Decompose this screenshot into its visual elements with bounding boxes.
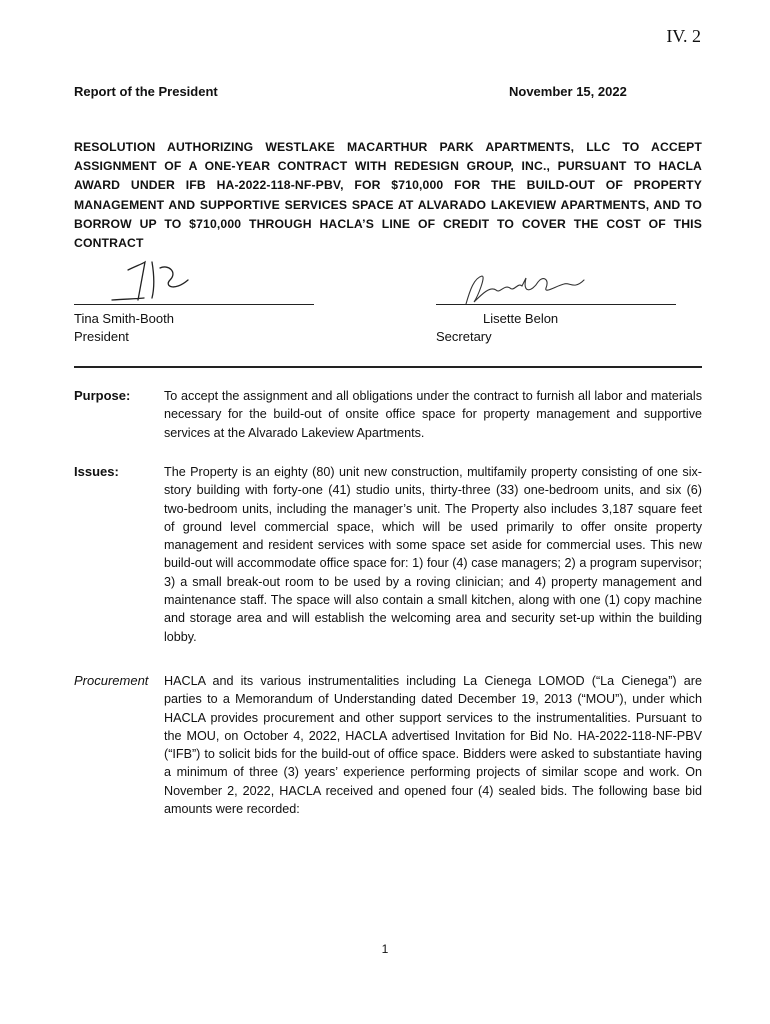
president-signature bbox=[108, 258, 198, 306]
page-identifier: IV. 2 bbox=[666, 26, 701, 46]
page-number: 1 bbox=[381, 942, 389, 956]
secretary-name: Lisette Belon bbox=[483, 311, 559, 326]
president-name: Tina Smith-Booth bbox=[74, 311, 174, 326]
issues-label: Issues: bbox=[74, 464, 119, 479]
section-divider bbox=[74, 366, 702, 368]
secretary-signature-line bbox=[436, 304, 676, 305]
procurement-label: Procurement bbox=[74, 673, 149, 688]
resolution-title: RESOLUTION AUTHORIZING WESTLAKE MACARTHUR PARK APARTMENTS, LLC TO ACCEPT ASSIGNMENT OF A ONE-YEAR CONTRACT WITH REDESIGN GROUP, INC., PURSUANT TO HACLA AWARD UNDER IFB HA-2022-118-NF-PBV, FOR $710,000 FOR THE BUILD-OUT OF PROPERTY MANAGEMENT AND SUPPORTIVE SERVICES SPACE AT ALVARADO LAKEVIEW APARTMENTS, AND TO BORROW UP TO $710,000 THROUGH HACLA’S LINE OF CREDIT TO COVER THE COST OF THIS CONTRACT bbox=[74, 140, 702, 251]
issues-text: The Property is an eighty (80) unit new construction, multifamily property consisting of one six-story building with forty-one (41) studio units, thirty-three (33) one-bedroom units, and six (6) two-bedroom units, including the manager’s unit. The Property also includes 3,187 square feet of ground level commercial space, which will be used primarily to offer onsite property management and resident services with some space set aside for commercial uses. This new build-out will accommodate office space for: 1) four (4) case managers; 2) a program supervisor; 3) a small break-out room to be used by a roving clinician; and 4) property management and maintenance staff. The space will also contain a small kitchen, along with one (1) copy machine and storage area and will establish the welcoming area and security set-up within the building lobby. bbox=[164, 465, 702, 644]
procurement-text: HACLA and its various instrumentalities including La Cienega LOMOD (“La Cienega”) are parties to a Memorandum of Understanding dated December 19, 2013 (“MOU”), under which HACLA provides procurement and other support services to the instrumentalities. Pursuant to the MOU, on October 4, 2022, HACLA advertised Invitation for Bid No. HA-2022-118-NF-PBV (“IFB”) to solicit bids for the build-out of office space. Bidders were asked to substantiate having a minimum of three (3) years’ experience performing projects of similar scope and work. On November 2, 2022, HACLA received and opened four (4) sealed bids. The following base bid amounts were recorded: bbox=[164, 674, 702, 817]
secretary-title: Secretary bbox=[436, 329, 492, 344]
report-date: November 15, 2022 bbox=[509, 84, 627, 99]
president-title: President bbox=[74, 329, 129, 344]
report-label: Report of the President bbox=[74, 84, 218, 99]
purpose-label: Purpose: bbox=[74, 388, 131, 403]
president-signature-line bbox=[74, 304, 314, 305]
purpose-text: To accept the assignment and all obligations under the contract to furnish all labor and materials necessary for the build-out of onsite office space for property management and supportive services at the Alvarado Lakeview Apartments. bbox=[164, 389, 702, 440]
